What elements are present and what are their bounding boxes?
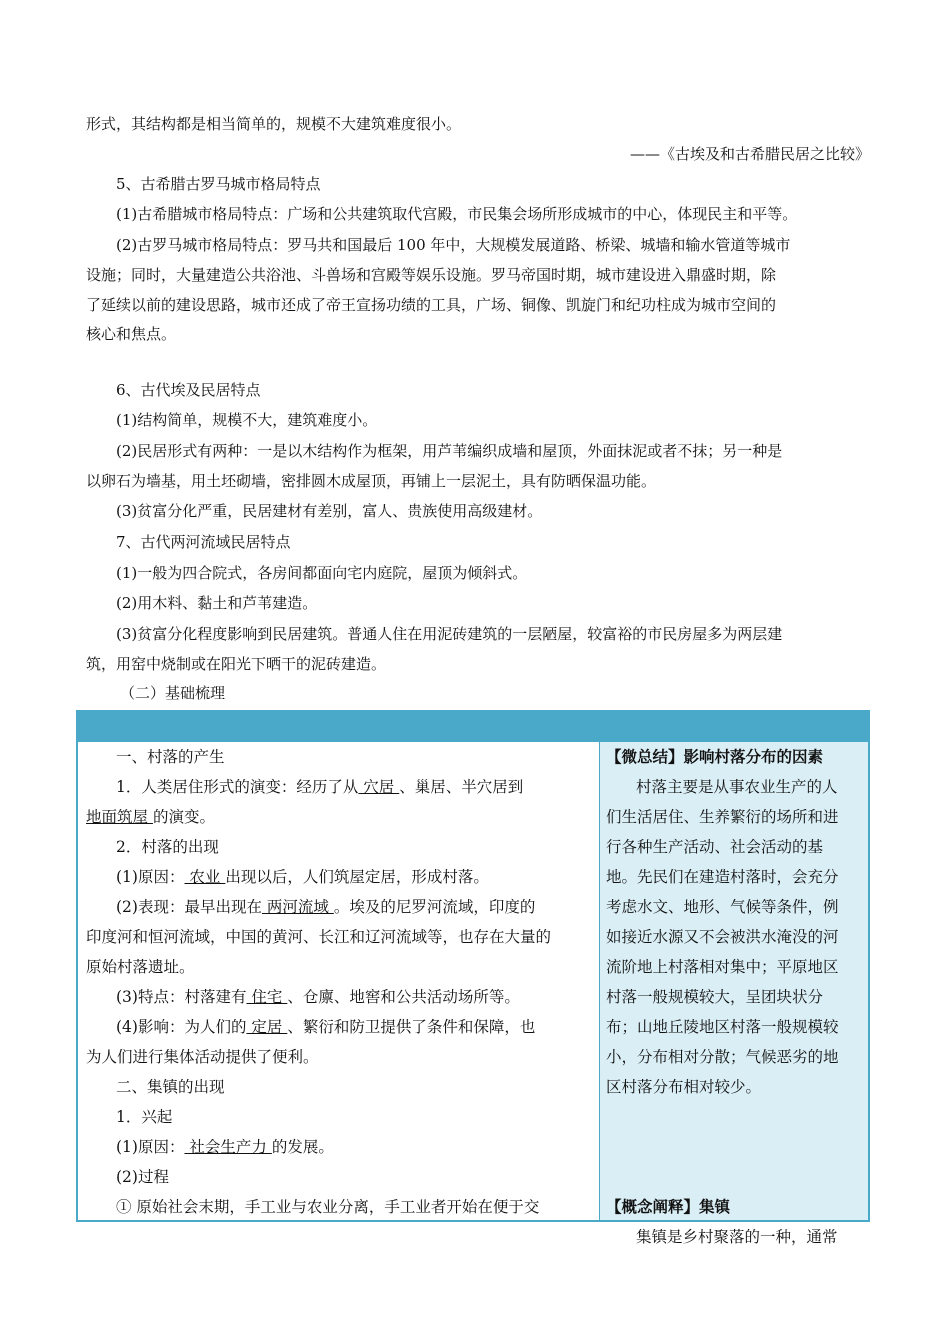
table-main-column xyxy=(78,742,600,1220)
text-line: 了延续以前的建设思路，城市还成了帝王宣扬功绩的工具，广场、铜像、凯旋门和纪功柱成为城市空间的 xyxy=(86,296,777,314)
text-line: 形式，其结构都是相当简单的，规模不大建筑难度很小。 xyxy=(86,115,462,133)
heading: 一、村落的产生 xyxy=(116,748,225,766)
note-line: 们生活居住、生养繁衍的场所和进 xyxy=(606,808,839,826)
note-line: 如接近水源又不会被洪水淹没的河 xyxy=(606,928,839,946)
text-line: 1．兴起 xyxy=(116,1108,173,1126)
heading: 二、集镇的出现 xyxy=(116,1078,225,1096)
text-line: 以卵石为墙基，用土坯砌墙，密排圆木成屋顶，再铺上一层泥土，具有防晒保温功能。 xyxy=(86,472,657,490)
note-line: 流阶地上村落相对集中；平原地区 xyxy=(606,958,839,976)
text-line: (1)原因： 农业 出现以后，人们筑屋定居，形成村落。 xyxy=(116,868,489,886)
source-citation: ——《古埃及和古希腊民居之比较》 xyxy=(629,145,870,163)
text-line: 为人们进行集体活动提供了便利。 xyxy=(86,1048,319,1066)
answer-blank: 地面筑屋 xyxy=(86,808,153,826)
text-line: 核心和焦点。 xyxy=(86,325,177,343)
section-heading-6: 6、古代埃及民居特点 xyxy=(116,381,261,399)
text-line: (4)影响：为人们的 定居 、繁衍和防卫提供了条件和保障，也 xyxy=(116,1018,536,1036)
text-line: (2)表现：最早出现在 两河流域 。埃及的尼罗河流域，印度的 xyxy=(116,898,536,916)
subsection-heading: （二）基础梳理 xyxy=(120,684,226,702)
text-line: 2．村落的出现 xyxy=(116,838,219,856)
section-heading-5: 5、古希腊古罗马城市格局特点 xyxy=(116,175,321,193)
text-line: (1)一般为四合院式，各房间都面向宅内庭院，屋顶为倾斜式。 xyxy=(116,564,528,582)
text-line: 设施；同时，大量建造公共浴池、斗兽场和宫殿等娱乐设施。罗马帝国时期，城市建设进入鼎盛时期，除 xyxy=(86,266,777,284)
text-line: (1)原因： 社会生产力 的发展。 xyxy=(116,1138,334,1156)
text-line: (2)过程 xyxy=(116,1168,169,1186)
text-line: (2)民居形式有两种：一是以木结构作为框架，用芦苇编织成墙和屋顶，外面抹泥或者不抹；另一种是 xyxy=(116,442,783,460)
text-line: (3)贫富分化程度影响到民居建筑。普通人住在用泥砖建筑的一层陋屋，较富裕的市民房屋多为两层建 xyxy=(116,625,783,643)
text-line: (2)古罗马城市格局特点：罗马共和国最后 100 年中，大规模发展道路、桥梁、城墙和输水管道等城市 xyxy=(116,236,791,254)
text-line: 筑，用窑中烧制或在阳光下晒干的泥砖建造。 xyxy=(86,655,387,673)
note-line: 行各种生产活动、社会活动的基 xyxy=(606,838,824,856)
note-title: 【微总结】影响村落分布的因素 xyxy=(606,747,824,766)
text-line: 地面筑屋 的演变。 xyxy=(86,808,215,826)
note-line: 考虑水文、地形、气候等条件，例 xyxy=(606,898,839,916)
table-side-notes xyxy=(600,742,868,1246)
text-line: (1)结构简单，规模不大，建筑难度小。 xyxy=(116,411,378,429)
answer-blank: 定居 xyxy=(246,1018,288,1036)
text-line: (3)特点：村落建有 住宅 、仓廪、地窖和公共活动场所等。 xyxy=(116,988,520,1006)
text-line: 1．人类居住形式的演变：经历了从 穴居 、巢居、半穴居到 xyxy=(116,778,524,796)
text-line: (2)用木料、黏土和芦苇建造。 xyxy=(116,594,318,612)
table-header-bar xyxy=(78,712,868,742)
text-line: (3)贫富分化严重，民居建材有差别，富人、贵族使用高级建材。 xyxy=(116,502,543,520)
section-heading-7: 7、古代两河流域民居特点 xyxy=(116,533,291,551)
text-line: 原始村落遗址。 xyxy=(86,958,195,976)
answer-blank: 两河流域 xyxy=(261,898,334,916)
text-line: (1)古希腊城市格局特点：广场和公共建筑取代宫殿，市民集会场所形成城市的中心，体现民主和平等。 xyxy=(116,205,798,223)
note-line: 布；山地丘陵地区村落一般规模较 xyxy=(606,1018,839,1036)
note-title: 【概念阐释】集镇 xyxy=(606,1197,731,1216)
note-line: 村落一般规模较大，呈团块状分 xyxy=(606,988,824,1006)
answer-blank: 住宅 xyxy=(246,988,288,1006)
note-line: 集镇是乡村聚落的一种，通常 xyxy=(636,1228,838,1246)
note-line: 村落主要是从事农业生产的人 xyxy=(636,778,838,796)
note-line: 区村落分布相对较少。 xyxy=(606,1078,762,1096)
note-line: 地。先民们在建造村落时，会充分 xyxy=(606,868,839,886)
text-line: 印度河和恒河流域，中国的黄河、长江和辽河流域等，也存在大量的 xyxy=(86,928,552,946)
summary-table xyxy=(76,710,870,1246)
answer-blank: 社会生产力 xyxy=(184,1138,272,1156)
answer-blank: 穴居 xyxy=(358,778,400,796)
answer-blank: 农业 xyxy=(184,868,226,886)
note-line: 小，分布相对分散；气候恶劣的地 xyxy=(606,1048,839,1066)
text-line: ① 原始社会末期，手工业与农业分离，手工业者开始在便于交 xyxy=(116,1198,540,1216)
